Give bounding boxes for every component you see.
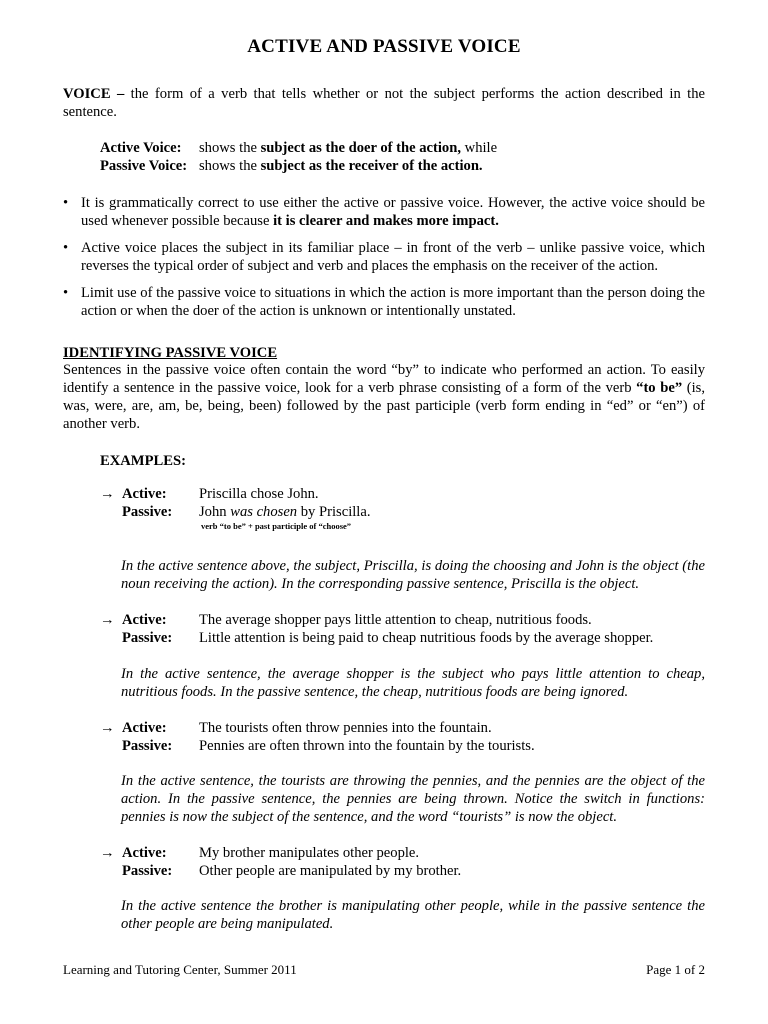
example-block xyxy=(100,485,706,531)
passive-label: Passive: xyxy=(122,504,173,520)
footer-source: Learning and Tutoring Center, Summer 2011 xyxy=(63,962,297,977)
arrow-icon: → xyxy=(100,612,115,628)
active-voice-suffix: while xyxy=(461,140,498,156)
voice-types xyxy=(100,139,700,175)
active-voice-label: Active Voice: xyxy=(100,140,182,156)
identifying-text: Sentences in the passive voice often contain the word “by” to indicate who performed an action. To easily identify a sentence in the passive voice, look for a verb phrase consisting of a form of the verb xyxy=(63,362,705,396)
example-passive-line xyxy=(100,629,706,647)
page-footer xyxy=(63,961,705,979)
arrow-icon: → xyxy=(100,720,115,736)
passive-voice-row xyxy=(100,157,700,175)
page-title: ACTIVE AND PASSIVE VOICE xyxy=(247,36,521,57)
example-explanation: In the active sentence, the average shopper is the subject who pays little attention to cheap, nutritious foods. In the passive sentence, the cheap, nutritious foods are being ignored. xyxy=(121,666,705,700)
bullet-dot: • xyxy=(63,285,69,301)
active-label: Active: xyxy=(122,612,167,628)
arrow-icon: → xyxy=(100,845,115,861)
active-label: Active: xyxy=(122,720,167,736)
passive-sentence xyxy=(199,503,370,521)
example-block xyxy=(100,611,706,647)
passive-voice-label: Passive Voice: xyxy=(100,158,188,174)
bullet-text: It is grammatically correct to use either the active or passive voice. However, the active voice should be used whenever possible because xyxy=(81,195,705,229)
example-passive-line xyxy=(100,737,706,755)
examples-heading: EXAMPLES: xyxy=(100,453,186,469)
example-active-line xyxy=(100,719,706,737)
page-number: Page 1 of 2 xyxy=(646,962,705,977)
bullet-item xyxy=(63,284,705,320)
active-sentence: The average shopper pays little attention to cheap, nutritious foods. xyxy=(199,612,592,628)
active-sentence: Priscilla chose John. xyxy=(199,486,319,502)
bullet-dot: • xyxy=(63,195,69,211)
example-block xyxy=(100,719,706,755)
bullet-item xyxy=(63,194,705,230)
bullet-emphasis: it is clearer and makes more impact. xyxy=(273,213,499,229)
bullet-item xyxy=(63,239,705,275)
passive-verb-phrase: was chosen xyxy=(230,504,298,520)
active-voice-row xyxy=(100,139,700,157)
passive-sentence-end: by Priscilla. xyxy=(297,504,371,520)
active-label: Active: xyxy=(122,845,167,861)
usage-bullet-list xyxy=(63,194,705,329)
active-sentence: My brother manipulates other people. xyxy=(199,845,420,861)
active-sentence: The tourists often throw pennies into the fountain. xyxy=(199,720,492,736)
example-explanation: In the active sentence above, the subject, Priscilla, is doing the choosing and John is the object (the noun receiving the action). In the corresponding passive sentence, Priscilla is the object. xyxy=(121,558,705,592)
definition-term: VOICE – xyxy=(63,86,125,102)
passive-voice-text: shows the xyxy=(199,158,261,174)
passive-voice-emphasis: subject as the receiver of the action. xyxy=(260,158,483,174)
example-explanation: In the active sentence, the tourists are throwing the pennies, and the pennies are the object of the action. In the passive sentence, the pennies are being thrown. Notice the switch in functions: pennies is now the subject of the sentence, and the word “tourists” is now the object. xyxy=(121,773,705,825)
verb-note: verb “to be” + past participle of “choose” xyxy=(201,521,352,531)
active-voice-text: shows the xyxy=(199,140,261,156)
passive-sentence: Little attention is being paid to cheap nutritious foods by the average shopper. xyxy=(199,630,654,646)
example-active-line xyxy=(100,485,706,503)
passive-sentence: Pennies are often thrown into the fountain by the tourists. xyxy=(199,738,535,754)
example-passive-line xyxy=(100,862,706,880)
definition-text: the form of a verb that tells whether or not the subject performs the action described in the sentence. xyxy=(63,86,705,120)
bullet-text: Limit use of the passive voice to situations in which the action is more important than the person doing the action or when the doer of the action is unknown or intentionally unstated. xyxy=(81,285,705,319)
identifying-paragraph xyxy=(63,361,705,433)
passive-sentence: Other people are manipulated by my brother. xyxy=(199,863,462,879)
passive-sentence-start: John xyxy=(199,504,231,520)
active-voice-emphasis: subject as the doer of the action, xyxy=(260,140,461,156)
identifying-text-end: (is, was, were, are, am, be, being, been) followed by the past participle (verb form ending in “ed” or “en”) of another verb. xyxy=(63,380,706,432)
bullet-text: Active voice places the subject in its familiar place – in front of the verb – unlike passive voice, which reverses the typical order of subject and verb and places the emphasis on the receiver of the action. xyxy=(81,240,705,274)
bullet-dot: • xyxy=(63,240,69,256)
example-explanation: In the active sentence the brother is manipulating other people, while in the passive sentence the other people are being manipulated. xyxy=(121,898,705,932)
voice-definition xyxy=(63,85,705,121)
passive-label: Passive: xyxy=(122,630,173,646)
passive-label: Passive: xyxy=(122,738,173,754)
active-label: Active: xyxy=(122,486,167,502)
example-block xyxy=(100,844,706,880)
passive-label: Passive: xyxy=(122,863,173,879)
example-passive-line xyxy=(100,503,706,521)
identifying-heading: IDENTIFYING PASSIVE VOICE xyxy=(63,345,278,361)
example-active-line xyxy=(100,844,706,862)
arrow-icon: → xyxy=(100,486,115,502)
identifying-emphasis: “to be” xyxy=(636,380,683,396)
example-active-line xyxy=(100,611,706,629)
